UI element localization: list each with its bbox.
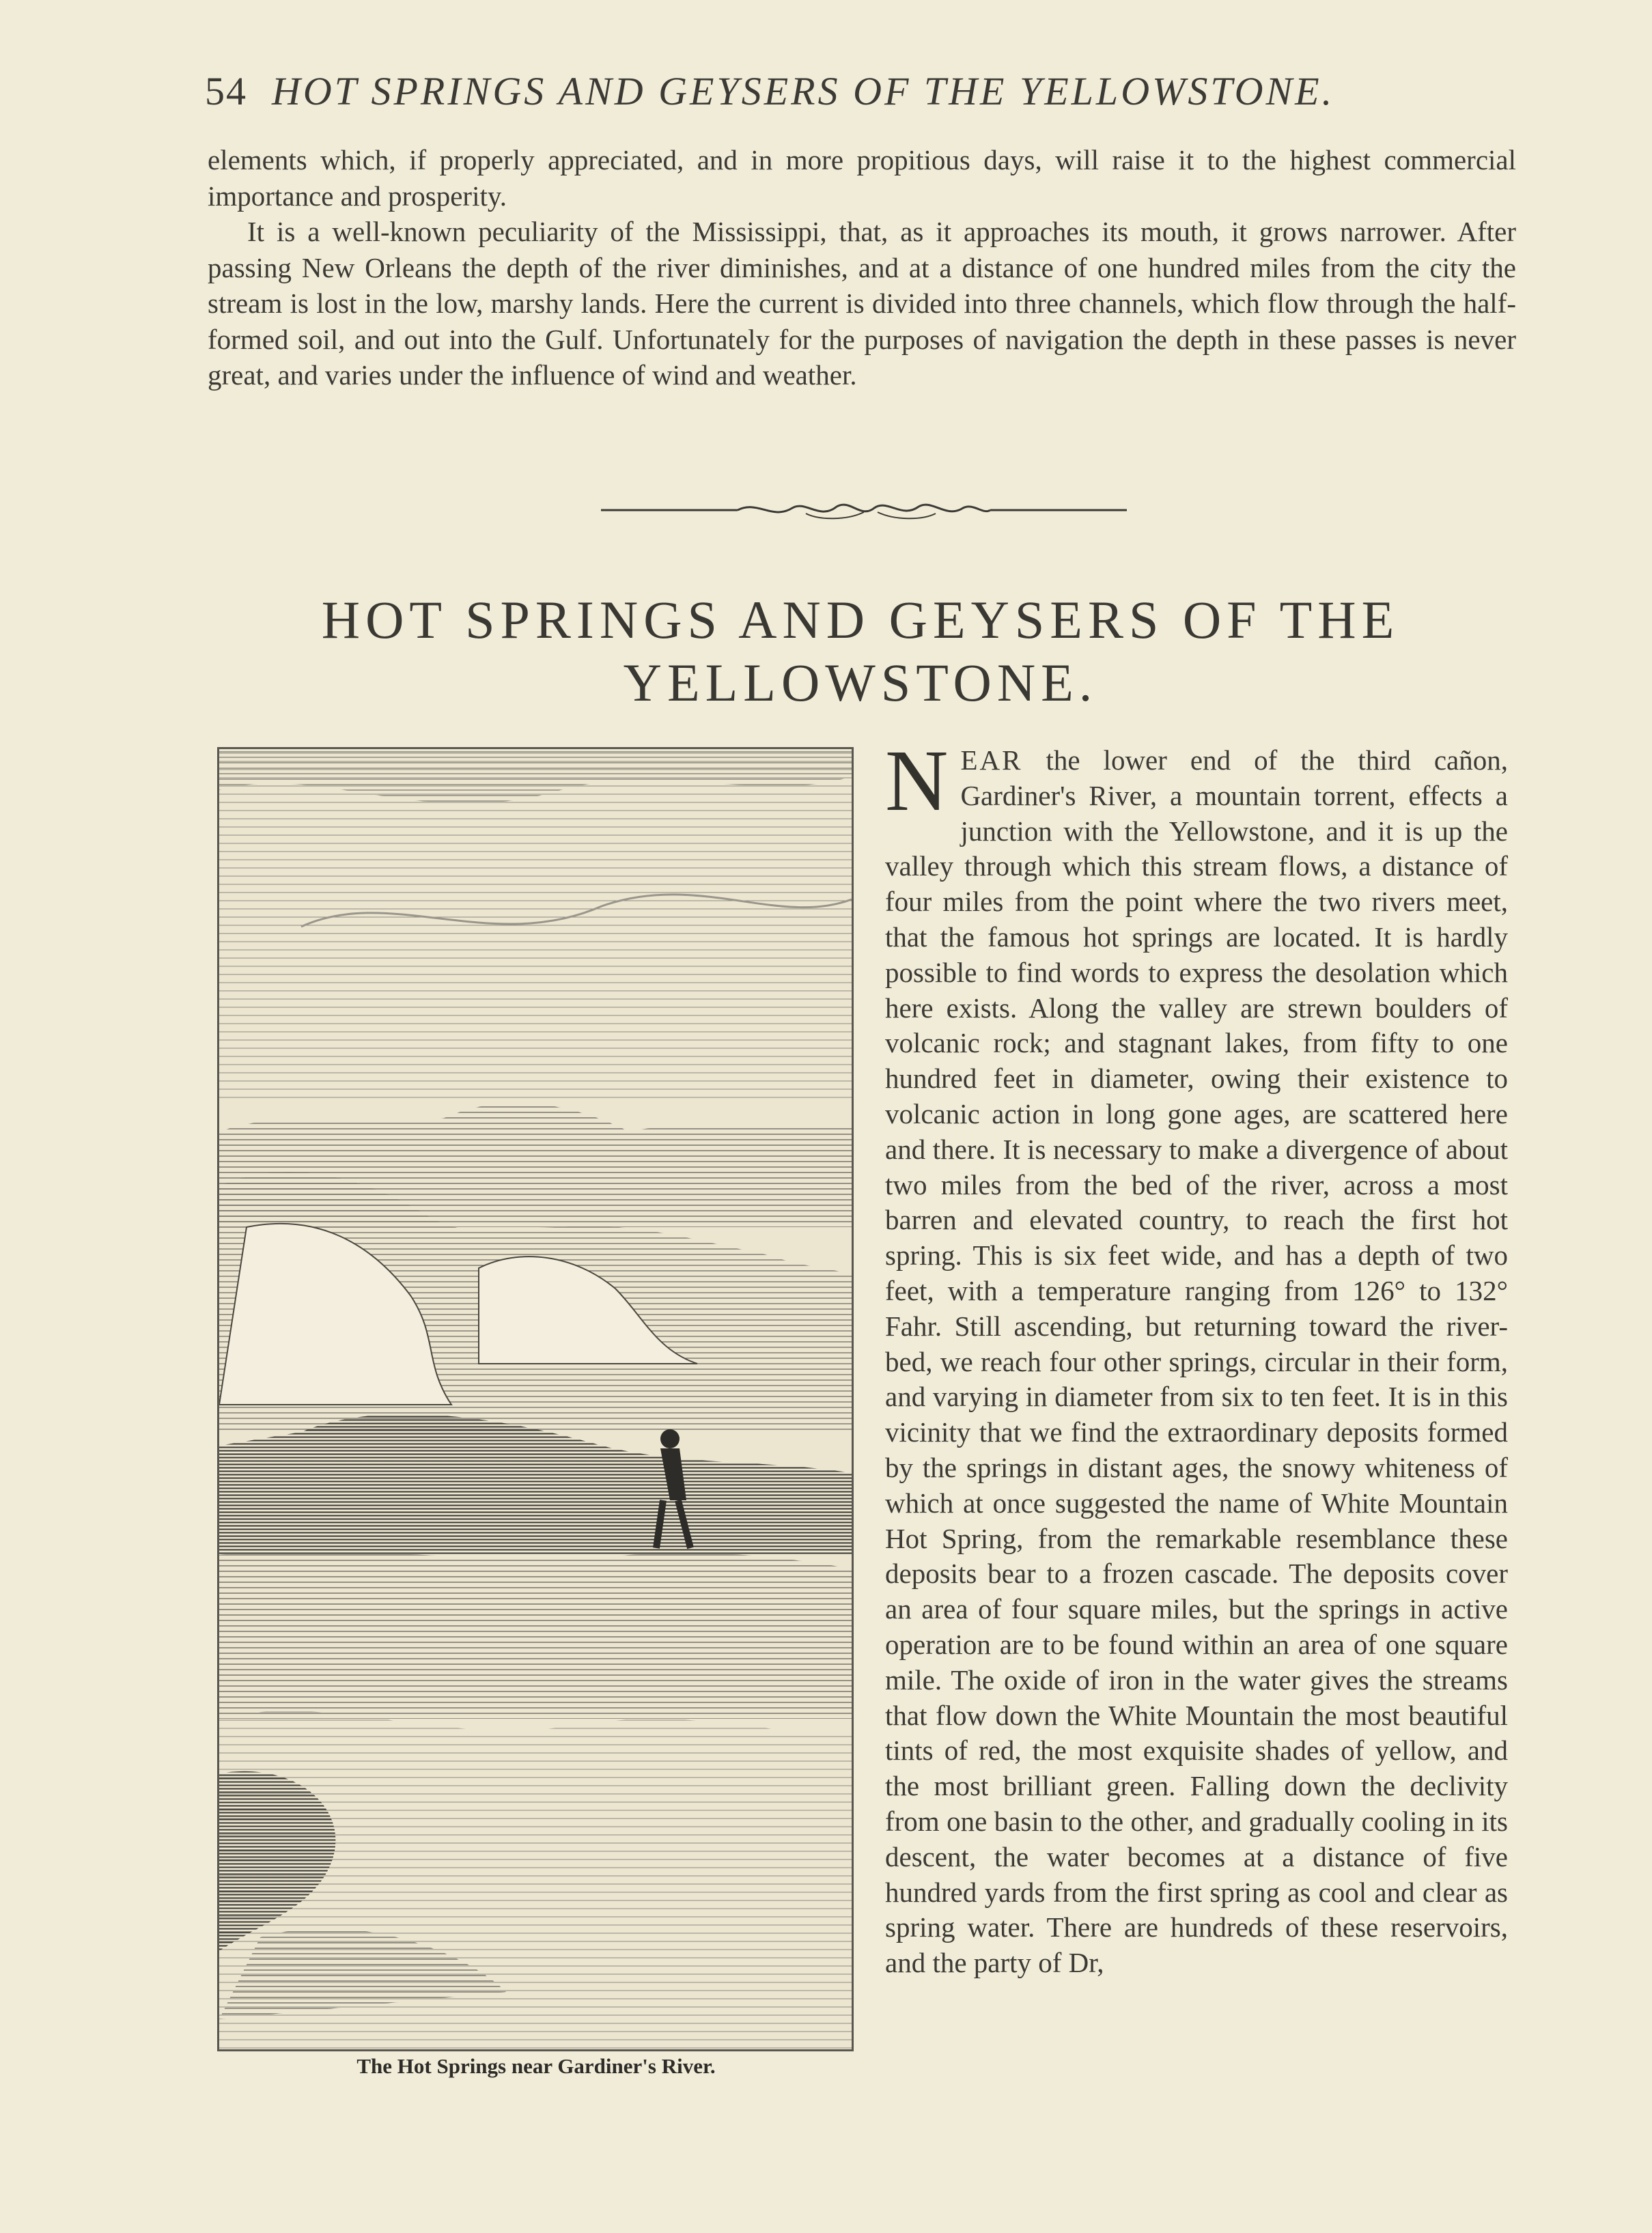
figure-caption: The Hot Springs near Gardiner's River.	[356, 2054, 716, 2078]
engraving-illustration	[219, 749, 852, 2049]
lead-word: EAR	[960, 744, 1023, 776]
chapter-title-line-1: HOT SPRINGS AND GEYSERS OF THE	[321, 590, 1400, 649]
page-number: 54	[205, 69, 247, 113]
running-title: HOT SPRINGS AND GEYSERS OF THE YELLOWSTONE.	[272, 69, 1335, 113]
ornament-divider	[601, 493, 1127, 527]
chapter-title	[205, 589, 1516, 714]
intro-paragraph-1: elements which, if properly appreciated, and in more propitious days, will raise it to the highest commercial importance and prosperity.	[208, 144, 1516, 212]
article-text: the lower end of the third cañon, Gardiner's River, a mountain torrent, effects a junction with the Yellowstone, and it is up the valley through which this stream flows, a distance of four miles from the point where the two rivers meet, that the famous hot springs are located. It is hardly possible to find words to express the desolation which here exists. Along the valley are strewn boulders of volcanic rock; and stagnant lakes, from fifty to one hundred feet in diameter, owing their existence to volcanic action in long gone ages, are scattered here and there. It is necessary to make a divergence of about two miles from the bed of the river, across a most barren and elevated country, to reach the first hot spring. This is six feet wide, and has a depth of two feet, with a temperature ranging from 126° to 132° Fahr. Still ascending, but returning toward the river-bed, we reach four other springs, circular in their form, and varying in diameter from six to ten feet. It is in this vicinity that we find the extraordinary deposits formed by the springs in distant ages, the snowy whiteness of which at once suggested the name of White Mountain Hot Spring, from the remarkable resemblance these deposits bear to a frozen cascade. The deposits cover an area of four square miles, but the springs in active operation are to be found within an area of one square mile. The oxide of iron in the water gives the streams that flow down the White Mountain the most beautiful tints of red, the most exquisite shades of yellow, and the most brilliant green. Falling down the declivity from one basin to the other, and gradually cooling in its descent, the water becomes at a distance of five hundred yards from the first spring as cool and clear as spring water. There are hundreds of these reservoirs, and the party of Dr,	[885, 744, 1508, 1979]
drop-cap: N	[885, 732, 949, 829]
engraving-hot-springs	[217, 747, 854, 2051]
chapter-title-line-2: YELLOWSTONE.	[623, 653, 1098, 712]
intro-paragraph-2: It is a well-known peculiarity of the Mississippi, that, as it approaches its mouth, it grows narrower. After passing New Orleans the depth of the river diminishes, and at a distance of one hundred miles from the city the stream is lost in the low, marshy lands. Here the current is divided into three channels, which flow through the half-formed soil, and out into the Gulf. Unfortunately for the purposes of navigation the depth in these passes is never great, and varies under the influence of wind and weather.	[208, 216, 1516, 391]
running-head	[205, 68, 1502, 114]
article-body	[885, 732, 1508, 1981]
